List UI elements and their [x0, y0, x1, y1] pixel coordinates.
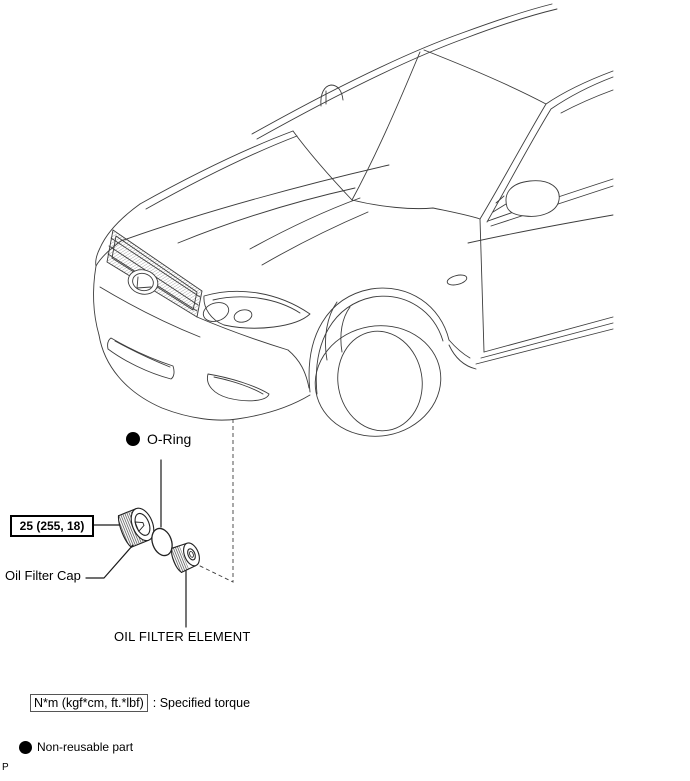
legend-non-reusable-row	[19, 740, 133, 754]
car-windshield-header	[424, 50, 546, 104]
oil-filter-element-drawing	[169, 540, 203, 574]
torque-symbol-meaning: : Specified torque	[152, 696, 251, 710]
car-headlight	[201, 291, 310, 328]
oil-filter-cap-label: Oil Filter Cap	[5, 568, 81, 583]
o-ring-label-text: O-Ring	[147, 431, 192, 447]
car-hood-creases	[250, 198, 368, 265]
non-reusable-label-text: Non-reusable part	[37, 740, 134, 754]
o-ring-label	[126, 431, 191, 447]
cap-leader-line	[86, 545, 133, 578]
torque-spec-value: 25 (255, 18)	[19, 519, 85, 533]
car-bumper	[99, 287, 310, 420]
torque-spec-box	[10, 515, 94, 537]
car-cowl	[140, 131, 480, 219]
car-illustration	[94, 4, 613, 446]
legend-torque-row	[30, 694, 250, 712]
locator-dashed-line	[196, 419, 233, 582]
oil-filter-element-label: OIL FILTER ELEMENT	[114, 629, 251, 644]
car-wheel-arch	[309, 288, 470, 394]
car-roofline	[252, 4, 557, 139]
car-hood-edge	[121, 165, 389, 243]
car-grille	[107, 230, 202, 317]
car-front-wheel	[306, 316, 449, 446]
car-side-mirror	[493, 181, 559, 217]
car-far-apillar	[352, 52, 420, 200]
car-door-handle	[446, 273, 468, 287]
page-marker: P	[2, 762, 9, 773]
non-reusable-dot-icon	[126, 432, 140, 446]
non-reusable-dot-icon	[19, 741, 32, 754]
torque-symbol-box: N*m (kgf*cm, ft.*lbf)	[30, 694, 148, 712]
